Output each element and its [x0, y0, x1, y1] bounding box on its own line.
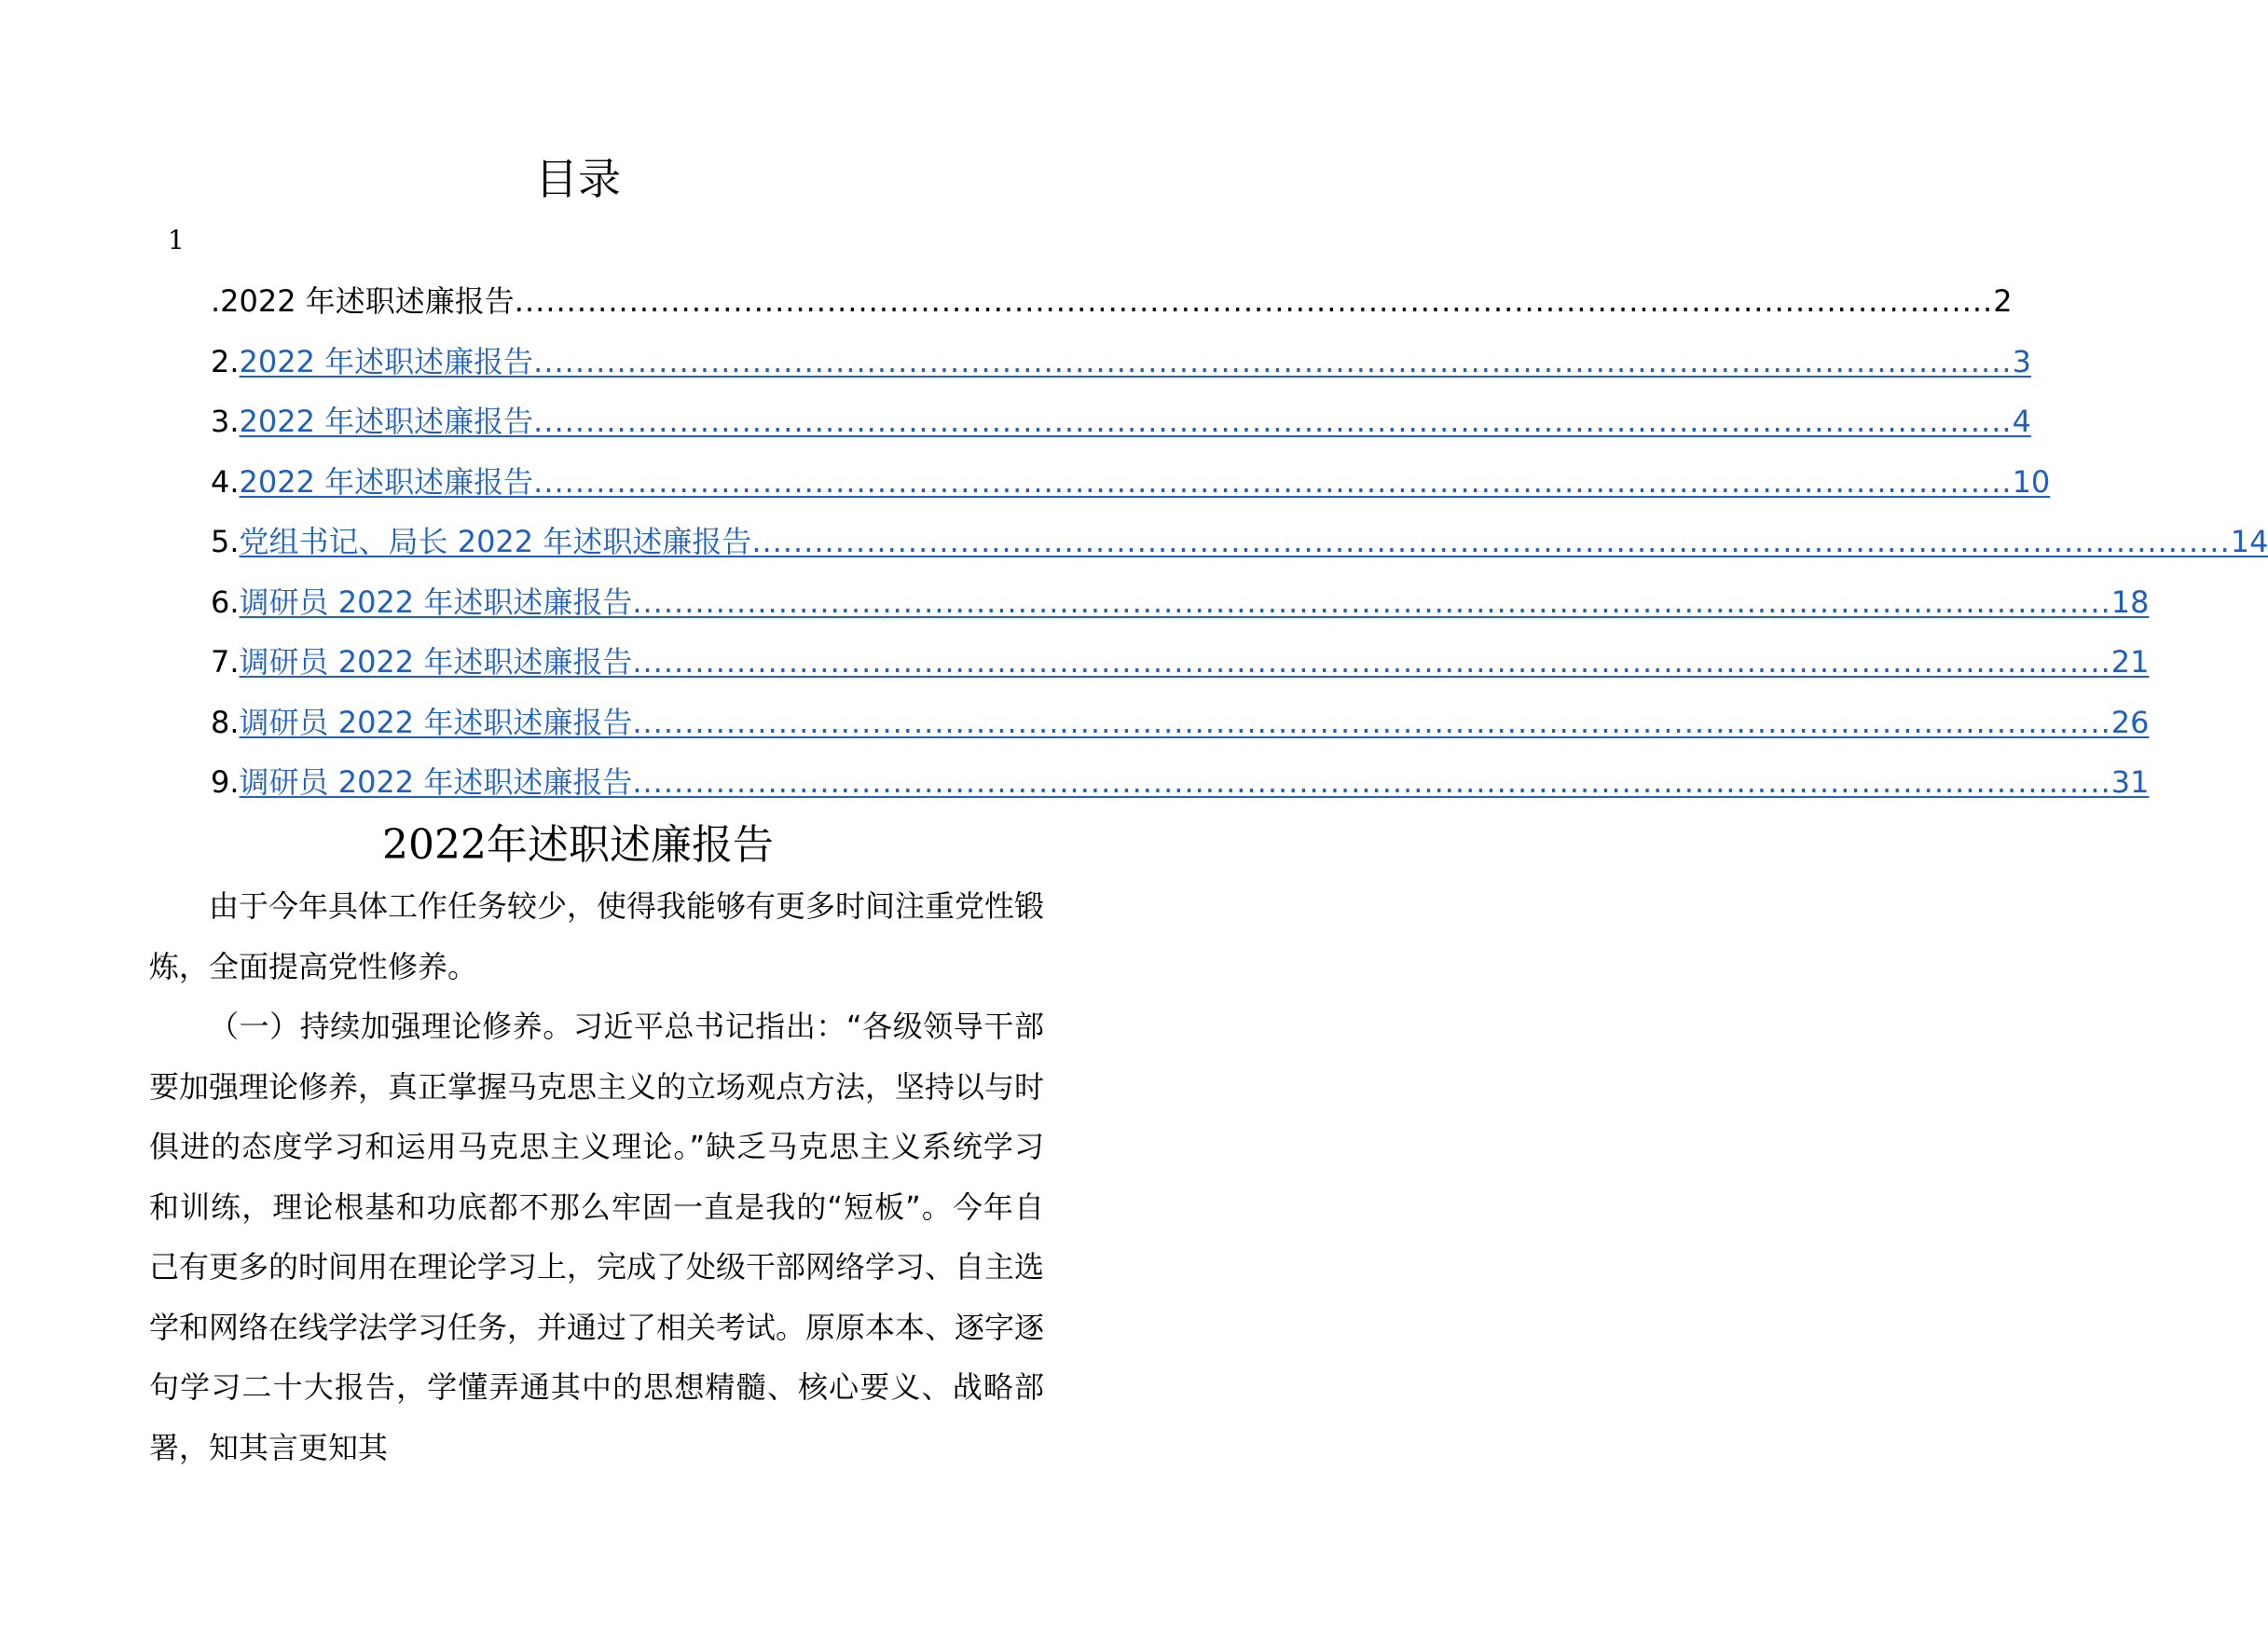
toc-entry-title: 2022 年述职述廉报告 — [239, 343, 534, 379]
paragraph: （一）持续加强理论修养。习近平总书记指出：“各级领导干部要加强理论修养，真正掌握马克思主义的立场观点方法，坚持以与时俱进的态度学习和运用马克思主义理论。”缺乏马克思主义系统学习和训练，理论根基和功底都不那么牢固一直是我的“短板”。今年自己有更多的时间用在理论学习上，完成了处级干部网络学习、自主选学和网络在线学法学习任务，并通过了相关考试。原原本本、逐字逐句学习二十大报告，学懂弄通其中的思想精髓、核心要义、战略部署，知其言更知其 — [149, 1009, 1045, 1465]
toc-leader-dots — [533, 340, 2012, 383]
toc-entry-link[interactable] — [240, 520, 2268, 563]
toc-leader-dots — [515, 280, 1993, 323]
toc-entry-number: 8. — [211, 704, 240, 740]
toc-entry-number: 3. — [211, 404, 240, 439]
toc-leader-dots — [632, 640, 2110, 683]
document-title-year: 2022 — [382, 821, 487, 869]
toc-entry-title: 调研员 2022 年述职述廉报告 — [239, 644, 633, 680]
toc-entry-link[interactable] — [240, 460, 2051, 503]
toc-entry[interactable] — [211, 340, 2031, 401]
document-title — [0, 818, 1156, 872]
toc-entry-number: 9. — [211, 764, 240, 800]
toc-entry-title: 调研员 2022 年述职述廉报告 — [239, 704, 633, 740]
toc-entry-page-number: 10 — [2012, 463, 2051, 500]
toc-entry-page-number: 2 — [1993, 283, 2013, 319]
document-body — [149, 876, 1044, 1477]
toc-entry[interactable] — [211, 701, 2150, 762]
paragraph: 由于今年具体工作任务较少，使得我能够有更多时间注重党性锻炼，全面提高党性修养。 — [149, 888, 1045, 984]
toc-entry-number: 2. — [211, 343, 240, 379]
toc-entry-title: 2022 年述职述廉报告 — [239, 463, 534, 500]
toc-entry-link[interactable] — [240, 400, 2031, 443]
toc-entry-number: 5. — [211, 524, 240, 559]
toc-entry-page-number: 14 — [2230, 524, 2268, 559]
toc-entry-title: 调研员 2022 年述职述廉报告 — [239, 764, 633, 800]
document-title-text: 年述职述廉报告 — [486, 821, 774, 869]
toc-entry[interactable] — [211, 640, 2150, 701]
toc-entry-link[interactable] — [240, 761, 2150, 804]
toc-entry-link[interactable] — [240, 701, 2150, 744]
toc-entry-link[interactable] — [240, 581, 2150, 624]
toc-entry[interactable] — [211, 581, 2150, 641]
toc-leader-dots — [533, 400, 2012, 443]
toc-leader-dots — [632, 761, 2110, 804]
toc-leader-dots — [533, 460, 2012, 503]
toc-entry-page-number: 31 — [2110, 764, 2150, 800]
toc-entry-number: 4. — [211, 463, 240, 500]
toc-entry-number: 7. — [211, 644, 240, 680]
toc-entry[interactable] — [211, 761, 2150, 821]
toc-entry-number: 6. — [211, 584, 240, 620]
toc-entry-page-number: 18 — [2110, 584, 2150, 620]
toc-entry-link[interactable] — [240, 340, 2031, 383]
toc-entry-page-number: 26 — [2110, 704, 2150, 740]
toc-entry-link — [211, 280, 2013, 323]
toc-entry-title: 党组书记、局长 2022 年述职述廉报告 — [239, 524, 752, 559]
table-of-contents — [211, 280, 2268, 821]
toc-entry[interactable] — [211, 520, 2268, 581]
toc-leader-dots — [632, 581, 2110, 624]
toc-title: 目录 — [535, 154, 621, 204]
toc-entry-link[interactable] — [240, 640, 2150, 683]
toc-leader-dots — [751, 520, 2230, 563]
toc-entry-page-number: 3 — [2012, 343, 2031, 379]
toc-entry — [211, 280, 2013, 340]
toc-entry-title: 2022 年述职述廉报告 — [239, 404, 534, 439]
toc-leader-dots — [632, 701, 2110, 744]
toc-entry-page-number: 4 — [2012, 404, 2031, 439]
toc-entry[interactable] — [211, 400, 2031, 460]
toc-entry-title: 调研员 2022 年述职述廉报告 — [239, 584, 633, 620]
toc-entry-page-number: 21 — [2110, 644, 2150, 680]
toc-entry-title: .2022 年述职述廉报告 — [211, 283, 515, 319]
toc-entry[interactable] — [211, 460, 2051, 521]
page-marker: 1 — [168, 225, 185, 255]
